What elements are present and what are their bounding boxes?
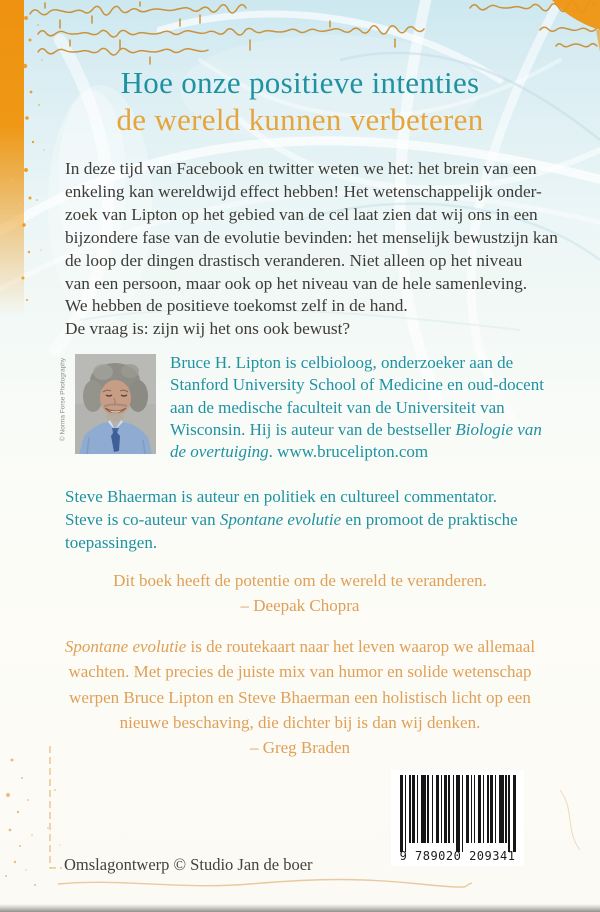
barcode-bar <box>490 775 493 843</box>
barcode-bar <box>508 775 510 852</box>
cover-title <box>0 64 600 138</box>
barcode-bar <box>409 775 411 843</box>
barcode-bar <box>436 775 439 843</box>
quote-attribution: – Greg Braden <box>249 738 351 758</box>
barcode-bar <box>427 775 429 843</box>
bruce-lipton-portrait <box>75 354 156 454</box>
text-line: In deze tijd van Facebook en twitter weten we het: het brein van een <box>65 159 537 178</box>
text-line: de loop der dingen drastisch veranderen. Niet alleen op het niveau <box>65 250 523 270</box>
text-line: Stanford University School of Medicine en oud-docent <box>170 375 544 395</box>
lipton-bio <box>170 352 575 463</box>
quote-attribution: – Deepak Chopra <box>240 596 360 615</box>
barcode-bar <box>495 775 497 843</box>
text-line: van een persoon, maar ook op het niveau van de hele samenleving. <box>65 273 528 293</box>
quote-deepak-chopra <box>0 568 600 618</box>
barcode-bar <box>462 775 464 852</box>
corner-line-decoration <box>50 746 62 868</box>
barcode-bar <box>405 775 407 852</box>
barcode-bar <box>412 775 415 843</box>
barcode-bar <box>483 775 485 843</box>
text-line: aan de medische faculteit van de Universiteit van <box>170 397 505 417</box>
barcode-bar <box>400 775 403 852</box>
quote-text <box>0 634 600 735</box>
barcode-bar <box>471 775 473 843</box>
text-line: Dit boek heeft de potentie om de wereld te veranderen. <box>113 571 487 590</box>
isbn-number: 9 789020 209341 <box>399 849 516 863</box>
text-line: toepassingen. <box>65 533 158 552</box>
author-photo <box>75 354 156 454</box>
text-line: Wisconsin. Hij is auteur van de bestseller Biologie van <box>170 419 542 439</box>
barcode-bar <box>448 775 450 843</box>
text-line: Bruce H. Lipton is celbioloog, onderzoeker aan de <box>170 353 514 372</box>
barcode-bar <box>499 775 504 843</box>
barcode-bar <box>432 775 434 843</box>
orange-edge-decoration <box>0 0 24 330</box>
barcode-bar <box>444 775 447 843</box>
title-line-teal: Hoe onze positieve intenties <box>120 65 480 100</box>
barcode <box>391 770 524 866</box>
barcode-bar <box>474 775 476 843</box>
barcode-bars <box>391 770 524 852</box>
text-line: Spontane evolutie is de routekaart naar het leven waarop we allemaal <box>64 637 536 656</box>
barcode-bar <box>453 775 455 843</box>
text-line: werpen Bruce Lipton en Steve Bhaerman een holistisch licht op een <box>69 687 531 707</box>
barcode-bar <box>441 775 443 843</box>
quote-greg-braden <box>0 634 600 760</box>
text-line: wachten. Met precies de juiste mix van humor en solide wetenschap <box>68 662 532 682</box>
text-line: bijzondere fase van de evolutie bevinden: het menselijk bewustzijn kan <box>65 227 558 247</box>
text-line: de overtuiging. www.brucelipton.com <box>170 442 429 462</box>
barcode-bar <box>505 775 507 843</box>
barcode-bar <box>466 775 469 843</box>
intro-paragraph <box>65 158 558 341</box>
title-line-orange: de wereld kunnen verbeteren <box>116 102 484 137</box>
barcode-bar <box>417 775 419 843</box>
text-line: De vraag is: zijn wij het ons ook bewust? <box>65 319 351 339</box>
bhaerman-bio <box>65 485 575 554</box>
orange-corner-decoration <box>552 0 600 30</box>
barcode-bar <box>478 775 481 843</box>
text-line: zoek van Lipton op het gebied van de cel laat zien dat wij ons in een <box>65 204 538 224</box>
barcode-bar <box>513 775 516 852</box>
text-line: nieuwe beschaving, die dichter bij is dan wij denken. <box>119 712 481 732</box>
barcode-bar <box>487 775 489 843</box>
text-line: enkeling kan wereldwijd effect hebben! Het wetenschappelijk onder- <box>65 181 542 201</box>
page-bottom-edge <box>0 904 600 912</box>
text-line: Steve Bhaerman is auteur en politiek en cultureel commentator. <box>65 487 497 506</box>
text-line: Steve is co-auteur van Spontane evolutie en promoot de praktische <box>65 510 518 529</box>
barcode-bar <box>421 775 426 843</box>
photo-credit: © Norma Forse Photography <box>59 357 67 442</box>
barcode-bar <box>456 775 461 852</box>
wavy-line-decoration <box>58 880 472 888</box>
text-line: We hebben de positieve toekomst zelf in de hand. <box>65 296 408 316</box>
design-credit: Omslagontwerp © Studio Jan de boer <box>64 855 313 874</box>
quote-text <box>0 568 600 593</box>
